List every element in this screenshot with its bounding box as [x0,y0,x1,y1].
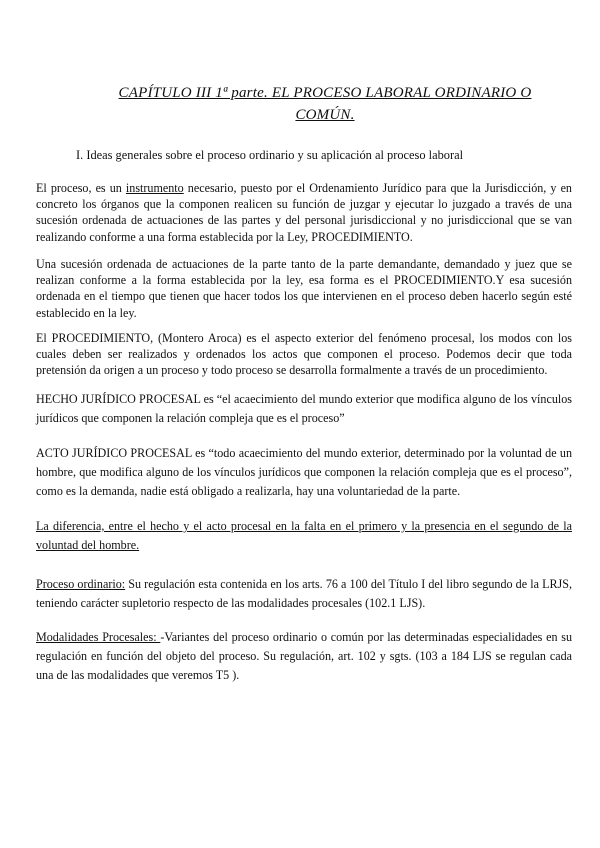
paragraph-proceso-rest: necesario, puesto por el Ordenamiento Jurídico para que la Jurisdicción, y en concreto los órganos que la componen realicen su función de juzgar y ejecutar lo juzgado a través de una sucesión ordenada de actuaciones de las partes y del personal jurisdiccional y no jurisdiccional que se van realizando conforme a una forma establecida por la Ley, PROCEDIMIENTO. [36,181,572,244]
chapter-title-line-2: COMÚN. [295,107,355,123]
text-modalidades-procesales: -Variantes del proceso ordinario o común por las determinadas especialidades en su regulación en función del objeto del proceso. Su regulación, art. 102 y sgts. (103 a 184 LJS se regulan cada una de las modalidades que veremos T5 ). [36,630,573,682]
paragraph-modalidades [36,628,572,685]
label-modalidades-procesales: Modalidades Procesales: [36,630,161,644]
paragraph-proceso-ordinario [36,575,572,613]
section-heading: I. Ideas generales sobre el proceso ordinario y su aplicación al proceso laboral [76,148,464,162]
chapter-title-line-1: CAPÍTULO III 1ª parte. EL PROCESO LABORAL ORDINARIO O [118,85,532,101]
paragraph-procedimiento: El PROCEDIMIENTO, (Montero Aroca) es el aspecto exterior del fenómeno procesal, los modos con los cuales deben ser realizados y ordenados los actos que componen el proceso. Podemos decir que toda pretensión da origen a un proceso y todo proceso se desarrolla formalmente a través de un procedimiento. [36,331,572,378]
underlined-term-instrumento: instrumento [125,181,184,195]
paragraph-proceso [36,180,572,245]
paragraph-acto-juridico: ACTO JURÍDICO PROCESAL es “todo acaecimiento del mundo exterior, determinado por la voluntad de un hombre, que modifica alguno de los vínculos jurídicos que componen la relación compleja que es el proceso”, como es la demanda, nadie está obligado a realizarla, hay una voluntariedad de la parte. [36,446,572,498]
label-proceso-ordinario: Proceso ordinario: [36,577,126,591]
paragraph-sucesion: Una sucesión ordenada de actuaciones de la parte tanto de la parte demandante, demandado y juez que se realizan conforme a la forma establecida por la ley, esa forma es el PROCEDIMIENTO.Y esa sucesión ordenada en el tiempo que tienen que hacer todos los que intervienen en el proceso deben hacerlo según esté establecido en la ley. [36,257,572,320]
chapter-title [60,82,590,126]
paragraph-hecho-juridico: HECHO JURÍDICO PROCESAL es “el acaecimiento del mundo exterior que modifica alguno de los vínculos jurídicos que componen la relación compleja que es el proceso” [36,392,572,425]
text-proceso-ordinario: Su regulación esta contenida en los arts. 76 a 100 del Título I del libro segundo de la LRJS, teniendo carácter supletorio respecto de las modalidades procesales (102.1 LJS). [36,577,572,610]
paragraph-diferencia: La diferencia, entre el hecho y el acto procesal en la falta en el primero y la presencia en el segundo de la voluntad del hombre. [36,519,572,552]
paragraph-proceso-start: El proceso, es un [36,181,126,195]
